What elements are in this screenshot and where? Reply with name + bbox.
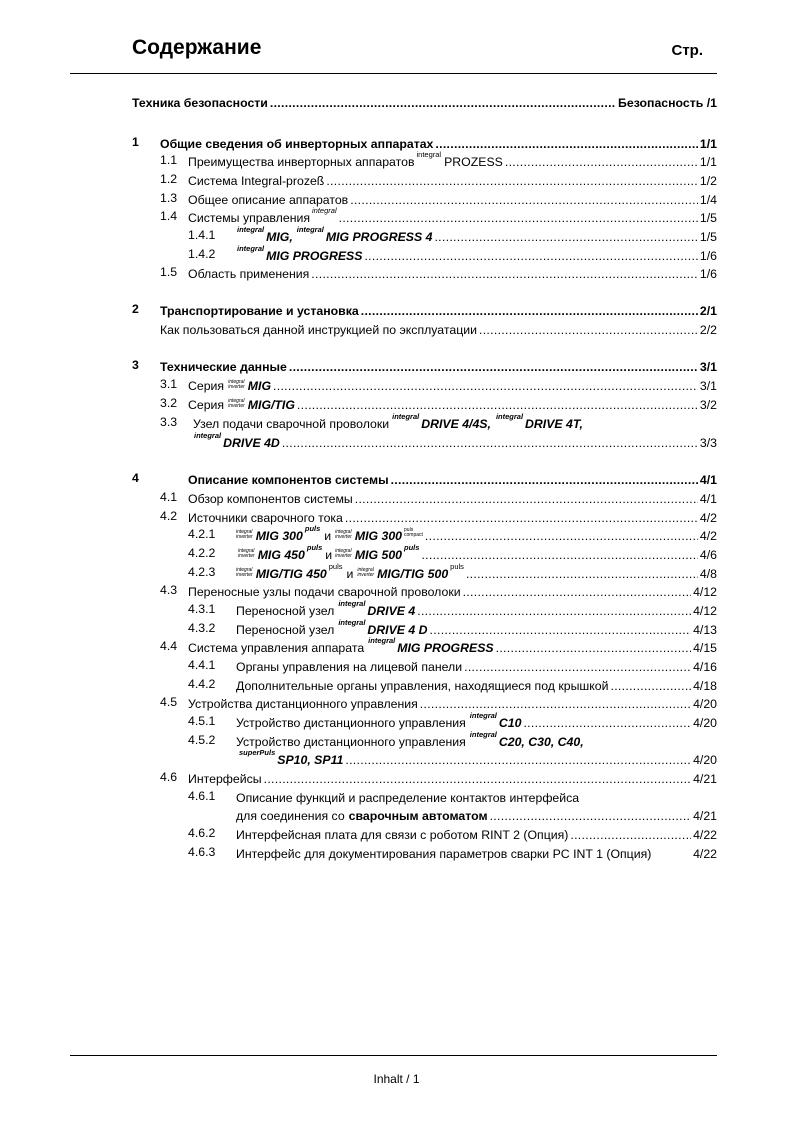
leader-dots bbox=[505, 155, 698, 169]
toc-entry-text: Органы управления на лицевой панели bbox=[236, 660, 463, 674]
toc-entry-label-2: DRIVE 4 bbox=[367, 604, 416, 618]
toc-entry-label-2: PROZESS bbox=[444, 155, 503, 169]
toc-entry-label: Преимущества инверторных аппаратов bbox=[188, 155, 415, 169]
integral-inverter-mark: integral inverter bbox=[238, 548, 255, 559]
toc-entry-text: Описание функций и распределение контактов интерфейса bbox=[236, 791, 580, 805]
toc-entry-page: 1/6 bbox=[699, 249, 717, 263]
toc-entry-text: Описание компонентов системы bbox=[188, 473, 389, 487]
toc-entry-label-2: C10 bbox=[498, 716, 522, 730]
toc-entry-page: 4/22 bbox=[693, 828, 717, 842]
toc-entry-text bbox=[236, 225, 433, 244]
puls-mark: puls bbox=[306, 543, 323, 552]
leader-dots bbox=[361, 304, 698, 318]
integral-inverter-mark: integral inverter bbox=[236, 529, 253, 540]
leader-dots bbox=[350, 193, 698, 207]
leader-dots bbox=[479, 323, 698, 337]
toc-entry-4-5[interactable] bbox=[132, 693, 717, 711]
toc-entry-1-4[interactable] bbox=[132, 207, 717, 225]
footer-divider bbox=[70, 1055, 717, 1056]
toc-entry-number: 4.3 bbox=[160, 583, 178, 597]
toc-entry-page: 3/1 bbox=[699, 360, 717, 374]
integral-mark: integral bbox=[237, 244, 265, 253]
leader-dots bbox=[490, 809, 692, 823]
leader-dots bbox=[430, 623, 692, 637]
toc-entry-label: Система управления аппарата bbox=[188, 641, 365, 655]
toc-entry-number: 4.5.1 bbox=[188, 714, 216, 728]
toc-entry-4-2-1[interactable] bbox=[132, 525, 717, 543]
toc-entry-label-2: MIG 300 bbox=[354, 529, 403, 543]
toc-entry-text: Переносные узлы подачи сварочной проволоки bbox=[188, 585, 461, 599]
integral-inverter-mark: integral inverter bbox=[357, 567, 375, 578]
toc-entry-page: 1/6 bbox=[699, 267, 717, 281]
toc-entry-4-2[interactable] bbox=[132, 507, 717, 525]
toc-entry-label: MIG PROGRESS bbox=[266, 249, 363, 263]
integral-inverter-mark: integral inverter bbox=[335, 548, 352, 559]
page-column-label: Стр. bbox=[671, 42, 703, 59]
toc-entry-4-3-1[interactable] bbox=[132, 600, 717, 618]
toc-entry-label: Устройство дистанционного управления bbox=[236, 735, 466, 749]
leader-dots bbox=[345, 511, 698, 525]
toc-entry-text: Технические данные bbox=[160, 360, 287, 374]
toc-entry-text bbox=[188, 379, 271, 393]
toc-entry-text: Устройства дистанционного управления bbox=[188, 697, 418, 711]
toc-entry-number: 4.6.1 bbox=[188, 789, 216, 803]
leader-dots bbox=[339, 211, 698, 225]
leader-dots bbox=[417, 604, 691, 618]
puls-mark: puls bbox=[404, 543, 420, 552]
toc-entry-text: Область применения bbox=[188, 267, 310, 281]
toc-entry-number: 3.2 bbox=[160, 396, 178, 410]
toc-entry-text bbox=[236, 562, 464, 581]
toc-entry-number: 1.4.2 bbox=[188, 247, 216, 261]
toc-entry-label-2: MIG/TIG bbox=[247, 398, 295, 412]
toc-entry-page: 4/20 bbox=[693, 697, 717, 711]
toc-entry-number: 2 bbox=[132, 302, 139, 316]
toc-entry-page: 4/12 bbox=[693, 604, 717, 618]
toc-entry-4-4-2[interactable] bbox=[132, 675, 717, 693]
toc-entry-4-2-3[interactable] bbox=[132, 563, 717, 581]
toc-entry-3[interactable] bbox=[132, 356, 717, 374]
leader-dots bbox=[311, 267, 698, 281]
toc-entry-label: MIG 300 bbox=[255, 529, 303, 543]
puls-mark: puls bbox=[304, 524, 321, 533]
toc-entry-text: Как пользоваться данной инструкцией по эксплуатации bbox=[160, 323, 477, 337]
leader-dots bbox=[425, 529, 698, 543]
leader-dots bbox=[434, 230, 697, 244]
toc-entry-number: 4.4 bbox=[160, 639, 178, 653]
header-divider bbox=[70, 73, 717, 74]
toc-entry-4-2-2[interactable] bbox=[132, 544, 717, 562]
toc-entry-4-6-1-cont[interactable] bbox=[132, 805, 717, 823]
toc-entry-2[interactable] bbox=[132, 300, 717, 318]
toc-entry-number: 1.2 bbox=[160, 172, 178, 186]
integral-mark: integral bbox=[495, 412, 524, 421]
toc-entry-1-4-1[interactable] bbox=[132, 226, 717, 244]
toc-entry-text: Интерфейсная плата для связи с роботом RINT 2 (Опция) bbox=[236, 828, 569, 842]
toc-entry-page: 4/2 bbox=[699, 529, 717, 543]
toc-entry-number: 4.1 bbox=[160, 490, 178, 504]
toc-entry-label-2: MIG bbox=[247, 379, 272, 393]
toc-entry-4-6-1[interactable] bbox=[132, 787, 717, 805]
toc-entry-label: MIG 450 bbox=[257, 548, 305, 562]
leader-dots bbox=[264, 772, 691, 786]
toc-entry-label-2: C20, C30, C40, bbox=[498, 735, 584, 749]
toc-entry-number: 4.3.1 bbox=[188, 602, 216, 616]
toc-entry-number: 1 bbox=[132, 135, 139, 149]
toc-entry-page: 3/3 bbox=[699, 436, 717, 450]
leader-dots bbox=[355, 492, 698, 506]
toc-entry-page: 2/1 bbox=[699, 304, 717, 318]
toc-entry-label: Узел подачи сварочной проволоки bbox=[193, 417, 390, 431]
toc-entry-number: 4.6.2 bbox=[188, 826, 216, 840]
integral-inverter-mark: integral inverter bbox=[236, 567, 253, 578]
toc-entry-text bbox=[236, 618, 428, 637]
toc-entry-text bbox=[193, 412, 583, 431]
toc-entry-safety[interactable] bbox=[132, 92, 717, 110]
toc-entry-label-4: DRIVE 4D bbox=[223, 436, 280, 450]
toc-entry-label: Серия bbox=[188, 398, 225, 412]
toc-entry-number: 4.6 bbox=[160, 770, 178, 784]
integral-mark: integral bbox=[469, 730, 497, 739]
toc-entry-label-2: DRIVE 4 D bbox=[367, 623, 428, 637]
integral-mark: integral bbox=[194, 431, 222, 440]
leader-dots bbox=[326, 174, 698, 188]
toc-entry-4-6-2[interactable] bbox=[132, 824, 717, 842]
puls-mark: puls bbox=[328, 562, 343, 571]
toc-entry-text: Интерфейс для документирования параметров сварки PC INT 1 (Опция) bbox=[236, 847, 652, 861]
toc-entry-page: 4/15 bbox=[693, 641, 717, 655]
superpuls-mark: superPuls bbox=[239, 748, 276, 757]
leader-dots bbox=[420, 697, 691, 711]
toc-entry-3-2[interactable] bbox=[132, 394, 717, 412]
toc-entry-label-2: DRIVE 4/4S, bbox=[421, 417, 491, 431]
conjunction: и bbox=[346, 567, 354, 581]
toc-entry-number: 1.3 bbox=[160, 191, 178, 205]
leader-dots bbox=[611, 679, 692, 693]
toc-entry-number: 4.2.3 bbox=[188, 565, 216, 579]
integral-mark: integral bbox=[237, 225, 265, 234]
toc-entry-number: 3 bbox=[132, 358, 139, 372]
leader-dots bbox=[496, 641, 691, 655]
leader-dots bbox=[270, 96, 616, 110]
toc-entry-label-2: для соединения со bbox=[236, 809, 345, 823]
toc-entry-text bbox=[236, 599, 416, 618]
integral-mark: integral bbox=[312, 206, 337, 215]
toc-entry-number: 3.1 bbox=[160, 377, 178, 391]
toc-entry-label-3: сварочным автоматом bbox=[348, 809, 488, 823]
toc-entry-4-3-2[interactable] bbox=[132, 619, 717, 637]
integral-inverter-mark: integral inverter bbox=[228, 398, 245, 409]
toc-entry-4-1[interactable] bbox=[132, 488, 717, 506]
toc-entry-label: Переносной узел bbox=[236, 604, 335, 618]
leader-dots bbox=[464, 660, 691, 674]
toc-entry-number: 4.2 bbox=[160, 509, 178, 523]
toc-entry-page: 4/20 bbox=[693, 716, 717, 730]
toc-entry-text: Обзор компонентов системы bbox=[188, 492, 353, 506]
integral-inverter-mark: integral inverter bbox=[228, 379, 245, 390]
toc-entry-number: 1.4.1 bbox=[188, 228, 216, 242]
toc-entry-page: 4/1 bbox=[699, 492, 717, 506]
toc-entry-page: 1/1 bbox=[699, 155, 717, 169]
leader-dots bbox=[273, 379, 698, 393]
leader-dots bbox=[282, 436, 698, 450]
toc-entry-1-1[interactable] bbox=[132, 151, 717, 169]
toc-entry-page: 4/2 bbox=[699, 511, 717, 525]
toc-entry-page: 3/2 bbox=[699, 398, 717, 412]
toc-entry-1-2[interactable] bbox=[132, 170, 717, 188]
toc-entry-text: Техника безопасности bbox=[132, 96, 268, 110]
integral-mark: integral bbox=[392, 412, 420, 421]
toc-entry-page: 1/5 bbox=[699, 230, 717, 244]
toc-entry-4[interactable] bbox=[132, 469, 717, 487]
conjunction: и bbox=[325, 548, 333, 562]
toc-entry-page: 1/1 bbox=[699, 137, 717, 151]
toc-entry-text bbox=[236, 244, 363, 263]
toc-entry-text bbox=[193, 431, 280, 450]
toc-entry-page: Безопасность /1 bbox=[618, 96, 717, 110]
toc-entry-page: 1/5 bbox=[699, 211, 717, 225]
toc-entry-label-2: MIG PROGRESS 4 bbox=[325, 230, 433, 244]
leader-dots bbox=[435, 137, 697, 151]
toc-entry-number: 1.5 bbox=[160, 265, 178, 279]
toc-entry-text: Источники сварочного тока bbox=[188, 511, 343, 525]
toc-entry-text bbox=[188, 398, 295, 412]
toc-entry-label-2: MIG/TIG 500 bbox=[377, 567, 449, 581]
toc-entry-page: 3/1 bbox=[699, 379, 717, 393]
toc-entry-text bbox=[238, 748, 344, 767]
toc-entry-page: 4/21 bbox=[693, 772, 717, 786]
toc-entry-label: Переносной узел bbox=[236, 623, 335, 637]
toc-entry-3-1[interactable] bbox=[132, 375, 717, 393]
toc-entry-4-5-1[interactable] bbox=[132, 712, 717, 730]
toc-entry-page: 4/6 bbox=[699, 548, 717, 562]
toc-entry-page: 4/12 bbox=[693, 585, 717, 599]
toc-entry-number: 4.4.1 bbox=[188, 658, 216, 672]
leader-dots bbox=[570, 828, 691, 842]
toc-entry-4-6[interactable] bbox=[132, 768, 717, 786]
leader-dots bbox=[289, 360, 698, 374]
toc-entry-1-3[interactable] bbox=[132, 189, 717, 207]
toc-entry-1-4-2[interactable] bbox=[132, 245, 717, 263]
toc-entry-text: Интерфейсы bbox=[188, 772, 262, 786]
toc-entry-label: Системы управления bbox=[188, 211, 311, 225]
leader-dots bbox=[391, 473, 698, 487]
toc-entry-page: 1/2 bbox=[699, 174, 717, 188]
puls-compact-mark: puls compact bbox=[404, 527, 423, 538]
toc-entry-label-3: DRIVE 4T, bbox=[525, 417, 583, 431]
integral-mark: integral bbox=[416, 150, 442, 159]
toc-entry-4-4-1[interactable] bbox=[132, 656, 717, 674]
conjunction: и bbox=[324, 529, 332, 543]
leader-dots bbox=[364, 249, 697, 263]
toc-entry-number: 4 bbox=[132, 471, 139, 485]
page-title: Содержание bbox=[132, 36, 262, 59]
toc-entry-label-2: MIG PROGRESS bbox=[397, 641, 494, 655]
toc-entry-text: Общие сведения об инверторных аппаратах bbox=[160, 137, 434, 151]
puls-mark: puls bbox=[450, 562, 464, 571]
leader-dots bbox=[523, 716, 691, 730]
integral-mark: integral bbox=[469, 711, 497, 720]
toc-entry-text bbox=[188, 636, 494, 655]
toc-entry-text bbox=[236, 730, 584, 749]
toc-entry-number: 4.2.2 bbox=[188, 546, 216, 560]
page-footer: Inhalt / 1 bbox=[373, 1072, 420, 1086]
integral-mark: integral bbox=[338, 599, 366, 608]
leader-dots bbox=[463, 585, 691, 599]
toc-entry-text: Система Integral-prozeß bbox=[188, 174, 325, 188]
toc-entry-page: 4/1 bbox=[699, 473, 717, 487]
toc-entry-number: 4.2.1 bbox=[188, 527, 216, 541]
toc-entry-number: 4.3.2 bbox=[188, 621, 216, 635]
toc-entry-3-3-cont[interactable] bbox=[132, 432, 717, 450]
toc-entry-text: Дополнительные органы управления, находящиеся под крышкой bbox=[236, 679, 609, 693]
toc-entry-4-5-2-cont[interactable] bbox=[132, 749, 717, 767]
toc-entry-page: 4/20 bbox=[693, 753, 717, 767]
toc-entry-number: 3.3 bbox=[160, 415, 178, 429]
toc-entry-label: Устройство дистанционного управления bbox=[236, 716, 466, 730]
toc-entry-text: Общее описание аппаратов bbox=[188, 193, 349, 207]
toc-entry-number: 4.5.2 bbox=[188, 733, 216, 747]
toc-entry-page: 4/21 bbox=[693, 809, 717, 823]
toc-entry-text bbox=[236, 809, 488, 823]
toc-entry-number: 4.5 bbox=[160, 695, 178, 709]
integral-inverter-mark: integral inverter bbox=[335, 529, 352, 540]
toc-entry-page: 4/18 bbox=[693, 679, 717, 693]
toc-entry-label-2: MIG 500 bbox=[354, 548, 403, 562]
integral-mark: integral bbox=[296, 225, 324, 234]
toc-entry-4-6-3[interactable] bbox=[132, 843, 717, 861]
toc-entry-4-5-2[interactable] bbox=[132, 731, 717, 749]
toc-entry-text: Транспортирование и установка bbox=[160, 304, 359, 318]
toc-entry-page: 4/13 bbox=[693, 623, 717, 637]
toc-entry-label: MIG, bbox=[266, 230, 293, 244]
toc-entry-2-a[interactable] bbox=[132, 319, 717, 337]
toc-entry-text bbox=[188, 150, 503, 169]
integral-mark: integral bbox=[338, 618, 366, 627]
toc-entry-number: 1.4 bbox=[160, 209, 178, 223]
toc-entry-page: 4/22 bbox=[693, 847, 717, 861]
toc-entry-page: 2/2 bbox=[699, 323, 717, 337]
toc-entry-number: 4.4.2 bbox=[188, 677, 216, 691]
leader-dots bbox=[345, 753, 691, 767]
integral-mark: integral bbox=[368, 636, 396, 645]
toc-entry-4-4[interactable] bbox=[132, 637, 717, 655]
leader-dots bbox=[466, 567, 698, 581]
toc-entry-page: 4/8 bbox=[699, 567, 717, 581]
toc-entry-label-3: SP10, SP11 bbox=[277, 753, 344, 767]
toc-entry-page: 1/4 bbox=[699, 193, 717, 207]
toc-entry-page: 4/16 bbox=[693, 660, 717, 674]
toc-entry-label: MIG/TIG 450 bbox=[255, 567, 327, 581]
toc-entry-label: Серия bbox=[188, 379, 225, 393]
toc-entry-text bbox=[236, 524, 423, 543]
toc-entry-number: 4.6.3 bbox=[188, 845, 216, 859]
toc-entry-number: 1.1 bbox=[160, 153, 178, 167]
toc-entry-4-3[interactable] bbox=[132, 581, 717, 599]
toc-entry-1-5[interactable] bbox=[132, 263, 717, 281]
